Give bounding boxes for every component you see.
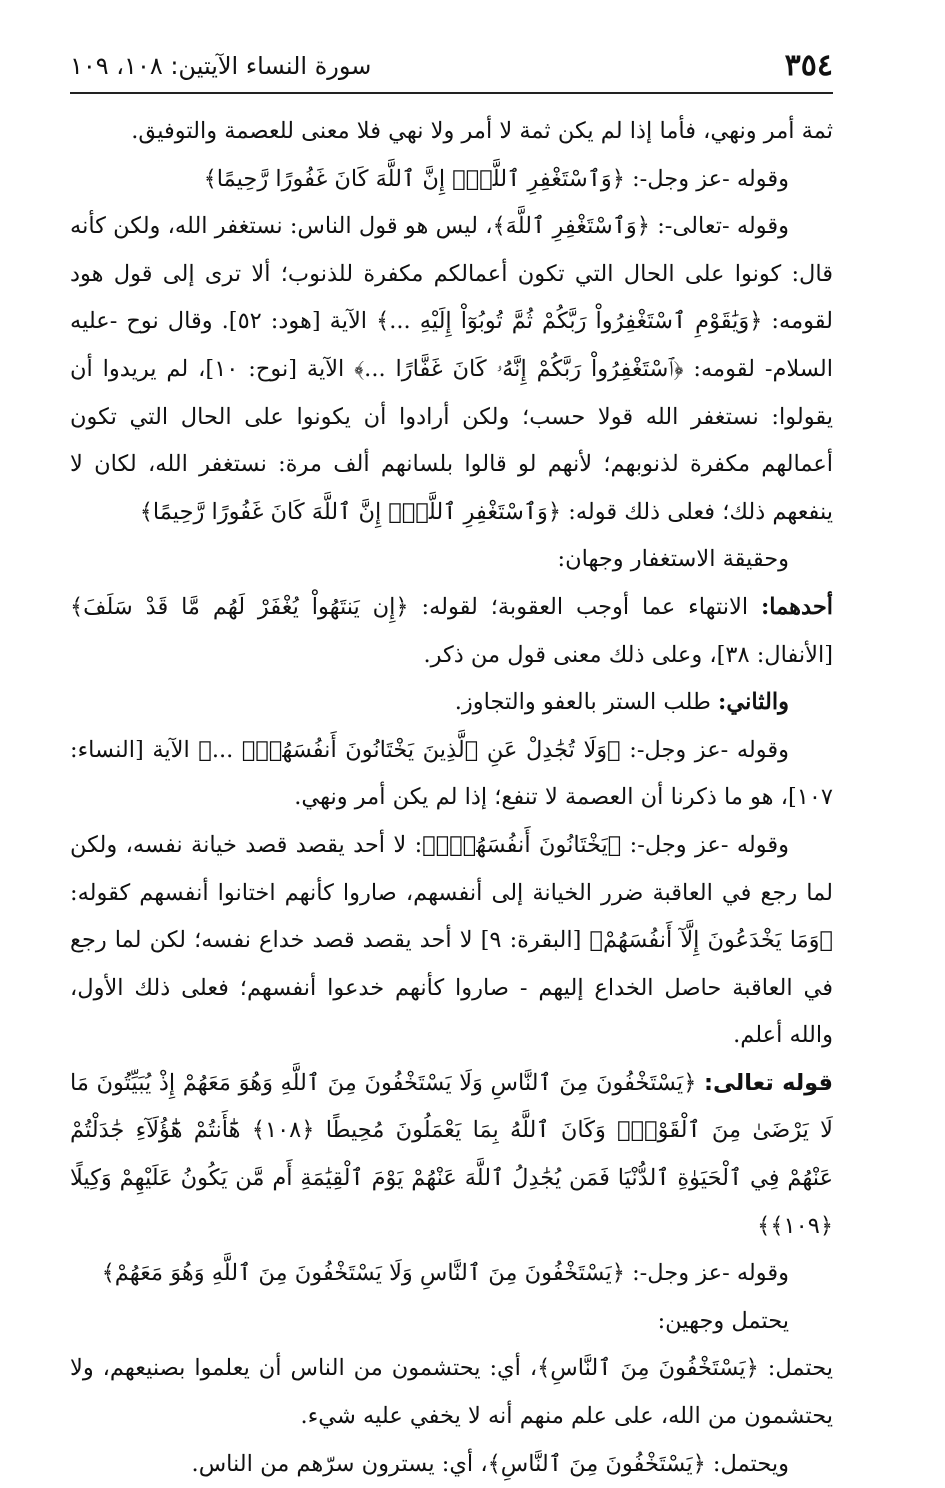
paragraph: وقوله -عز وجل-: ﴿يَسْتَخْفُونَ مِنَ ٱلنَّاسِ وَلَا يَسْتَخْفُونَ مِنَ ٱللَّهِ وَهُوَ مَعَهُمْ﴾ xyxy=(101,1260,789,1287)
paragraph: وقوله -تعالى-: ﴿وَٱسْتَغْفِرِ ٱللَّهَ﴾، ليس هو قول الناس: نستغفر الله، ولكن كأنه قال: كونوا على الحال التي تكون أعمالكم مكفرة للذنوب؛ ألا ترى إلى قول هود لقومه: ﴿وَيَٰقَوْمِ ٱسْتَغْفِرُواْ رَبَّكُمْ ثُمَّ تُوبُوٓاْ إِلَيْهِ ...﴾ الآية [هود: ٥٢]. وقال نوح -عليه السلام- لقومه: ﴿ٱسْتَغْفِرُواْ رَبَّكُمْ إِنَّهُۥ كَانَ غَفَّارًا ...﴾ الآية [نوح: ١٠]، لم يريدوا أن يقولوا: نستغفر الله قولا حسب؛ ولكن أرادوا أن يكونوا على الحال التي تكون أعمالهم مكفرة لذنوبهم؛ لأنهم لو قالوا بلسانهم ألف مرة: نستغفر الله، لكان لا ينفعهم ذلك؛ فعلى ذلك قوله: ﴿وَٱسْتَغْفِرِ ٱللَّهَۖ إِنَّ ٱللَّهَ كَانَ غَفُورًا رَّحِيمًا﴾ xyxy=(70,213,833,525)
running-title: سورة النساء الآيتين: ١٠٨، ١٠٩ xyxy=(70,52,372,80)
paragraph-text: طلب الستر بالعفو والتجاوز. xyxy=(454,689,719,716)
verse-block xyxy=(70,1060,833,1250)
page xyxy=(70,40,833,1477)
paragraph-label: أحدهما: xyxy=(760,593,833,620)
paragraph: يحتمل: ﴿يَسْتَخْفُونَ مِنَ ٱلنَّاسِ﴾، أي: يحتشمون من الناس أن يعلموا بصنيعهم، ولا يحتشمون من الله، على علم منهم أنه لا يخفي عليه شيء. xyxy=(70,1355,833,1430)
paragraph-text: الانتهاء عما أوجب العقوبة؛ لقوله: ﴿إِن يَنتَهُواْ يُغْفَرْ لَهُم مَّا قَدْ سَلَفَ﴾ [الأنفال: ٣٨]، وعلى ذلك معنى قول من ذكر. xyxy=(70,593,833,668)
paragraph xyxy=(70,679,833,727)
paragraph: وقوله -عز وجل-: ﴿يَخْتَانُونَ أَنفُسَهُمْۚ﴾: لا أحد يقصد قصد خيانة نفسه، ولكن لما رجع في العاقبة ضرر الخيانة إلى أنفسهم، صاروا كأنهم اختانوا أنفسهم كقوله: ﴿وَمَا يَخْدَعُونَ إِلَّآ أَنفُسَهُمْ﴾ [البقرة: ٩] لا أحد يقصد قصد خداع نفسه؛ لكن لما رجع في العاقبة حاصل الخداع إليهم - صاروا كأنهم خدعوا أنفسهم؛ فعلى ذلك الأول، والله أعلم. xyxy=(70,831,833,1049)
paragraph: وحقيقة الاستغفار وجهان: xyxy=(557,546,789,573)
paragraph: ثمة أمر ونهي، فأما إذا لم يكن ثمة لا أمر ولا نهي فلا معنى للعصمة والتوفيق. xyxy=(131,118,833,144)
verse-heading: قوله تعالى: xyxy=(703,1069,833,1096)
paragraph: وقوله -عز وجل-: ﴿وَٱسْتَغْفِرِ ٱللَّهَۖ إِنَّ ٱللَّهَ كَانَ غَفُورًا رَّحِيمًا﴾ xyxy=(203,165,789,192)
paragraph: يحتمل وجهين: xyxy=(657,1307,789,1334)
paragraph: ويحتمل: ﴿يَسْتَخْفُونَ مِنَ ٱلنَّاسِ﴾، أي: يسترون سرّهم من الناس. xyxy=(191,1450,789,1477)
page-header xyxy=(70,40,833,94)
page-number: ٣٥٤ xyxy=(784,48,833,83)
verse-text: ﴿يَسْتَخْفُونَ مِنَ ٱلنَّاسِ وَلَا يَسْتَخْفُونَ مِنَ ٱللَّهِ وَهُوَ مَعَهُمْ إِذْ يُبَيِّتُونَ مَا لَا يَرْضَىٰ مِنَ ٱلْقَوْلِۚ وَكَانَ ٱللَّهُ بِمَا يَعْمَلُونَ مُحِيطًا ﴿١٠٨﴾ هَٰٓأَنتُمْ هَٰٓؤُلَآءِ جَٰدَلْتُمْ عَنْهُمْ فِي ٱلْحَيَوٰةِ ٱلدُّنْيَا فَمَن يُجَٰدِلُ ٱللَّهَ عَنْهُمْ يَوْمَ ٱلْقِيَٰمَةِ أَم مَّن يَكُونُ عَلَيْهِمْ وَكِيلًا ﴿١٠٩﴾﴾ xyxy=(70,1069,833,1239)
paragraph-label: والثاني: xyxy=(718,689,789,716)
paragraph: وقوله -عز وجل-: ﴿وَلَا تُجَٰدِلْ عَنِ ٱلَّذِينَ يَخْتَانُونَ أَنفُسَهُمْۚ ...﴾ الآية [النساء: ١٠٧]، هو ما ذكرنا أن العصمة لا تنفع؛ إذا لم يكن أمر ونهي. xyxy=(70,736,833,811)
paragraph xyxy=(70,584,833,679)
body-text xyxy=(70,108,833,1488)
